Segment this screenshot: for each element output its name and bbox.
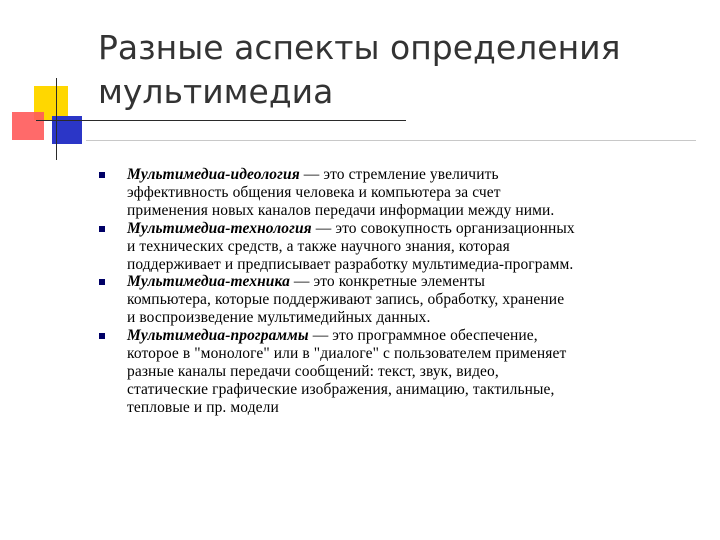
- bullet-term: Мультимедиа-технология: [127, 219, 312, 237]
- decorative-red-square: [12, 112, 44, 140]
- slide-title-line-2: мультимедиа: [98, 72, 334, 111]
- square-bullet-icon: [99, 279, 105, 285]
- bullet-line: [127, 273, 698, 291]
- decorative-vertical-line: [56, 78, 57, 160]
- bullet-text: разные каналы передачи сообщений: текст, звук, видео,: [127, 362, 499, 380]
- square-bullet-icon: [99, 226, 105, 232]
- bullet-item: [98, 166, 698, 220]
- slide-title-line-1: Разные аспекты определения: [98, 28, 621, 67]
- bullet-line: [127, 220, 698, 238]
- slide-title: [98, 26, 708, 114]
- square-bullet-icon: [99, 172, 105, 178]
- bullet-text: компьютера, которые поддерживают запись, обработку, хранение: [127, 291, 565, 309]
- bullet-term: Мультимедиа-идеология: [127, 166, 300, 183]
- bullet-text: — это программное обеспечение,: [308, 327, 538, 345]
- bullet-text: — это стремление увеличить: [299, 166, 499, 183]
- bullet-text: применения новых каналов передачи информации между ними.: [127, 201, 555, 219]
- bullet-text: и технических средств, а также научного знания, которая: [127, 237, 510, 255]
- bullet-item: [98, 220, 698, 274]
- bullet-line: [127, 327, 698, 345]
- bullet-text: и воспроизведение мультимедийных данных.: [127, 309, 431, 327]
- bullet-line: [127, 166, 698, 184]
- bullet-text: — это совокупность организационных: [311, 219, 575, 237]
- decorative-horizontal-line: [36, 120, 406, 121]
- bullet-text: тепловые и пр. модели: [127, 398, 279, 416]
- bullet-list: [98, 166, 698, 417]
- bullet-item: [98, 327, 698, 417]
- bullet-text: которое в "монологе" или в "диалоге" с пользователем применяет: [127, 345, 567, 363]
- bullet-text: — это конкретные элементы: [289, 273, 485, 291]
- bullet-text: статические графические изображения, анимацию, тактильные,: [127, 380, 555, 398]
- square-bullet-icon: [99, 333, 105, 339]
- bullet-term: Мультимедиа-техника: [127, 273, 290, 291]
- bullet-item: [98, 273, 698, 327]
- title-underline: [86, 140, 696, 141]
- bullet-text: эффективность общения человека и компьютера за счет: [127, 183, 501, 201]
- bullet-term: Мультимедиа-программы: [127, 327, 309, 345]
- bullet-text: поддерживает и предписывает разработку мультимедиа-программ.: [127, 255, 574, 273]
